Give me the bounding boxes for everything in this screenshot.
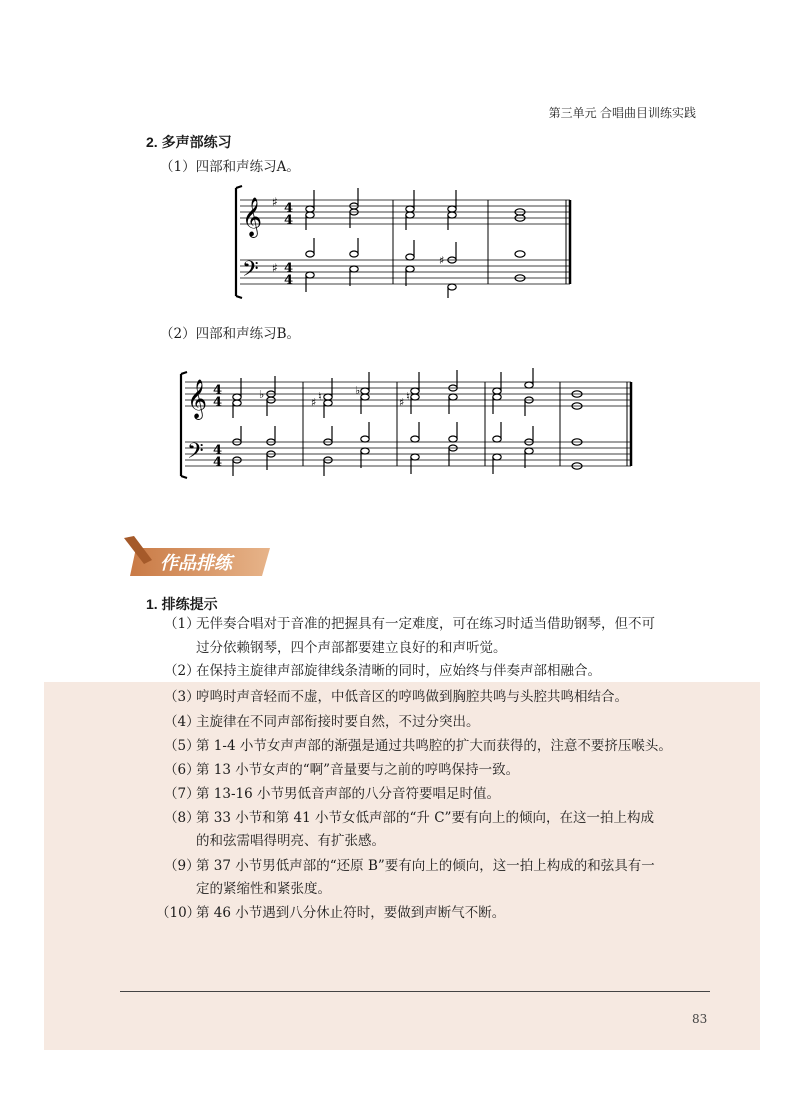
bracket-top-hook — [181, 372, 187, 374]
accidental-natural: ♮ — [406, 390, 410, 403]
time-sig-num-treble: 4 — [284, 201, 294, 216]
time-sig-den-bass: 4 — [284, 273, 294, 288]
accidental-sharp: ♯ — [439, 254, 445, 267]
accidental-sharp: ♯ — [311, 396, 317, 409]
exercise-b-label: （2）四部和声练习B。 — [160, 326, 301, 342]
bracket-bottom-hook — [236, 296, 242, 298]
rehearsal-tips-title: 1. 排练提示 — [146, 596, 218, 612]
time-sig-den-treble: 4 — [213, 395, 223, 410]
time-sig-num-treble: 4 — [213, 383, 223, 398]
bracket-top-hook — [236, 186, 242, 188]
running-header: 第三单元 合唱曲目训练实践 — [548, 106, 696, 120]
barlines — [393, 200, 570, 284]
time-sig-den-treble: 4 — [284, 213, 294, 228]
time-sig-num-bass: 4 — [213, 443, 223, 458]
key-sharp-bass: ♯ — [272, 261, 278, 275]
score-exercise-b — [175, 364, 637, 484]
accidental-flat: ♭ — [355, 384, 361, 397]
accidental-sharp: ♯ — [399, 396, 405, 409]
page-number: 83 — [692, 1012, 708, 1026]
treble-clef-icon: 𝄞 — [242, 197, 263, 237]
time-sig-den-bass: 4 — [213, 455, 223, 470]
accidental-flat: ♭ — [259, 388, 265, 401]
section-title-multipart: 2. 多声部练习 — [146, 134, 232, 150]
bracket-bottom-hook — [181, 476, 187, 478]
exercise-a-label: （1）四部和声练习A。 — [160, 159, 300, 175]
accidental-natural: ♮ — [318, 390, 322, 403]
treble-clef-icon: 𝄞 — [187, 379, 208, 419]
badge-label: 作品排练 — [160, 553, 232, 574]
footer-rule — [120, 991, 710, 992]
key-sharp-treble: ♯ — [272, 195, 278, 209]
notes-a — [306, 188, 525, 298]
score-exercise-a — [230, 180, 580, 304]
bass-clef-icon: 𝄢 — [187, 439, 204, 469]
time-sig-num-bass: 4 — [284, 261, 294, 276]
section-badge-rehearsal — [122, 534, 272, 578]
bass-clef-icon: 𝄢 — [242, 257, 259, 287]
bass-staff — [185, 442, 631, 466]
